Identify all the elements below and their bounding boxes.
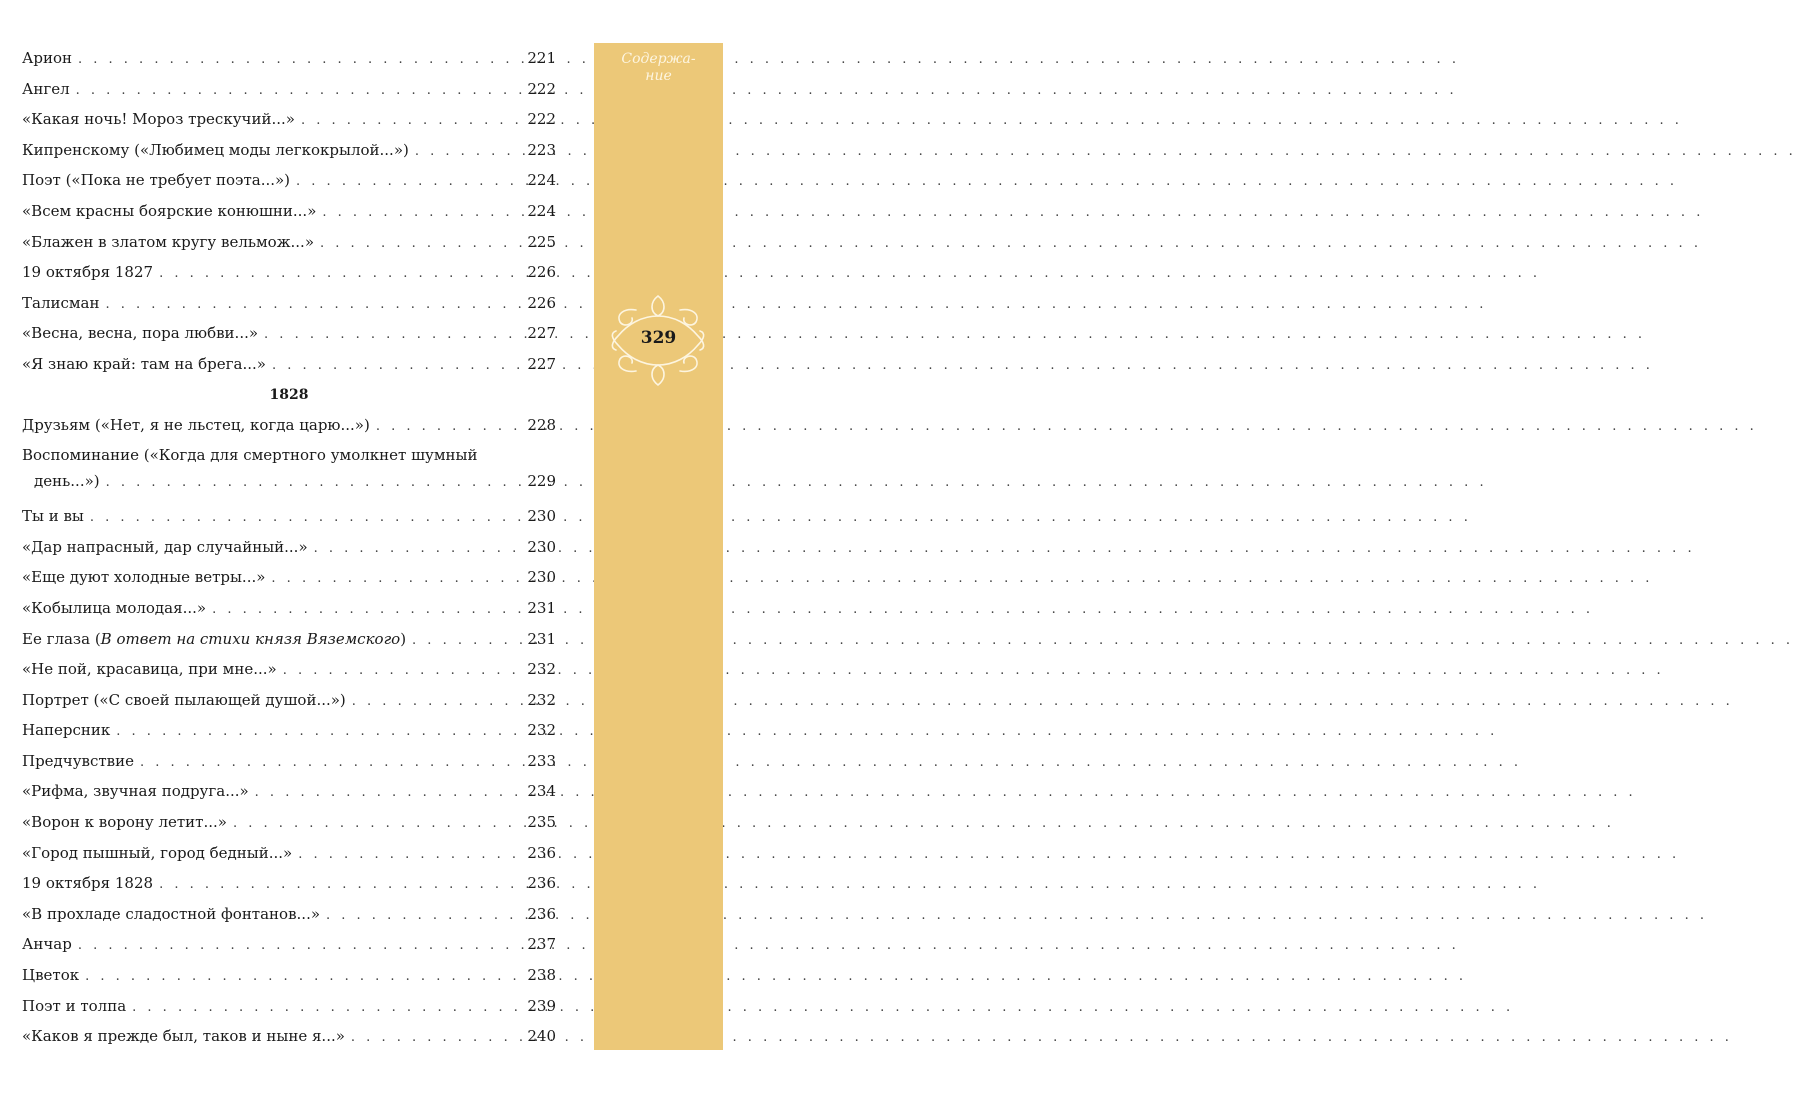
dot-leader (264, 320, 521, 351)
toc-entry-title: Друзьям («Нет, я не льстец, когда царю...») (22, 415, 370, 434)
toc-entry-continuation (22, 470, 556, 492)
toc-entry-title-continued: день...») (34, 472, 100, 491)
section-label (594, 51, 723, 85)
toc-entry-page: 222 (527, 110, 556, 129)
toc-entry-page: 236 (527, 904, 556, 923)
toc-entry[interactable] (22, 104, 556, 135)
dot-leader (296, 167, 521, 198)
toc-entry-page: 221 (527, 49, 556, 67)
toc-entry-title: «В прохладе сладостной фонтанов...» (22, 904, 321, 923)
year-heading: 1828 (269, 386, 309, 403)
dot-leader (85, 962, 521, 993)
dot-leader (233, 809, 521, 840)
dot-leader (105, 290, 521, 321)
toc-entry-page: 225 (527, 232, 556, 251)
page-number: 329 (640, 328, 677, 348)
toc-entry-title: «Я знаю край: там на брега...» (22, 354, 266, 373)
toc-entry-page: 226 (527, 293, 556, 312)
toc-entry[interactable] (22, 349, 556, 380)
toc-entry[interactable] (22, 440, 556, 501)
dot-leader (314, 534, 522, 565)
toc-entry-title: Поэт («Пока не требует поэта...») (22, 171, 291, 190)
toc-entry-page: 223 (527, 140, 556, 159)
toc-entry-title: Талисман (22, 293, 100, 312)
toc-entry[interactable] (22, 562, 556, 593)
toc-entry-title: Воспоминание («Когда для смертного умолкнет шумный (22, 446, 478, 465)
toc-entry-page: 230 (527, 568, 556, 587)
toc-entry[interactable] (22, 685, 556, 716)
dot-leader (78, 45, 521, 76)
toc-entry[interactable] (22, 135, 556, 166)
dot-leader (412, 626, 521, 657)
toc-entry[interactable] (22, 899, 556, 930)
toc-entry-page: 231 (527, 629, 556, 648)
toc-entry-title: 19 октября 1828 (22, 874, 154, 893)
toc-entry[interactable] (22, 991, 556, 1022)
dot-leader (132, 993, 521, 1024)
toc-entry-title: «Дар напрасный, дар случайный...» (22, 537, 308, 556)
toc-section-1828-b (22, 654, 556, 1052)
section-label-line1: Содержа- (621, 51, 696, 67)
toc-entry[interactable] (22, 43, 556, 74)
toc-entry[interactable] (22, 165, 556, 196)
toc-entry[interactable] (22, 929, 556, 960)
dot-leader (301, 106, 521, 137)
toc-entry-page: 240 (527, 1027, 556, 1046)
dot-leader (159, 259, 521, 290)
toc-entry[interactable] (22, 227, 556, 258)
dot-leader (326, 901, 521, 932)
toc-entry-page: 228 (527, 415, 556, 434)
toc-entry-page: 230 (527, 537, 556, 556)
toc-entry-title: «Кобылица молодая...» (22, 598, 207, 617)
toc-entry[interactable] (22, 807, 556, 838)
dot-leader (298, 840, 521, 871)
toc-entry-page: 239 (527, 996, 556, 1015)
section-label-line2: ние (645, 68, 672, 84)
toc-entry-page: 236 (527, 843, 556, 862)
toc-entry-page: 231 (527, 598, 556, 617)
toc-entry-page: 222 (527, 79, 556, 98)
toc-entry-title (22, 624, 412, 655)
dot-leader (106, 472, 522, 494)
toc-section-1827 (22, 43, 556, 380)
toc-entry[interactable] (22, 288, 556, 319)
toc-entry-title: «Ворон к ворону летит...» (22, 813, 227, 832)
toc-entry[interactable] (22, 776, 556, 807)
toc-entry-title: Портрет («С своей пылающей душой...») (22, 690, 346, 709)
toc-entry[interactable] (22, 74, 556, 105)
toc-entry-page: 234 (527, 782, 556, 801)
toc-entry-title: «Блажен в златом кругу вельмож...» (22, 232, 314, 251)
toc-entry[interactable] (22, 654, 556, 685)
toc-entry[interactable] (22, 715, 556, 746)
toc-entry-title: Цветок (22, 966, 80, 985)
toc-entry[interactable] (22, 960, 556, 991)
toc-entry-title: «Не пой, красавица, при мне...» (22, 660, 277, 679)
dot-leader (76, 76, 522, 107)
toc-entry-title: 19 октября 1827 (22, 263, 154, 282)
toc-entry[interactable] (22, 410, 556, 441)
toc-entry[interactable] (22, 838, 556, 869)
toc-entry[interactable] (22, 196, 556, 227)
toc-entry-page: 230 (527, 507, 556, 526)
toc-entry-page: 238 (527, 966, 556, 985)
toc-entry-title: Кипренскому («Любимец моды легкокрылой...») (22, 140, 409, 159)
toc-entry-title: Анчар (22, 935, 72, 954)
toc-entry[interactable] (22, 1021, 556, 1052)
dot-leader (322, 198, 521, 229)
toc-entry-title-close: ) (400, 629, 407, 648)
toc-entry-page: 232 (527, 660, 556, 679)
toc-entry-page: 232 (527, 690, 556, 709)
toc-entry-title: «Город пышный, город бедный...» (22, 843, 293, 862)
toc-entry[interactable] (22, 532, 556, 563)
toc-entry-page: 237 (527, 935, 556, 954)
toc-entry-title: «Каков я прежде был, таков и ныне я...» (22, 1027, 345, 1046)
dot-leader (212, 595, 521, 626)
toc-entry-title: «Какая ночь! Мороз трескучий...» (22, 110, 295, 129)
dot-leader (376, 412, 522, 443)
toc-entry-page: 227 (527, 324, 556, 343)
toc-entry-page: 224 (527, 201, 556, 220)
toc-entry-page: 236 (527, 874, 556, 893)
toc-entry[interactable] (22, 624, 556, 655)
dot-leader (415, 137, 522, 168)
dot-leader (352, 687, 522, 718)
toc-entry[interactable] (22, 746, 556, 777)
toc-entry-title-italic: В ответ на стихи князя Вяземского (100, 629, 401, 648)
dot-leader (116, 717, 521, 748)
toc-entry-title: Поэт и толпа (22, 996, 127, 1015)
toc-section-1828-a (22, 501, 556, 623)
toc-entry[interactable] (22, 318, 556, 349)
dot-leader (271, 564, 521, 595)
toc-entry-title: «Рифма, звучная подруга...» (22, 782, 249, 801)
toc-entry-page: 233 (527, 751, 556, 770)
toc-entry-title: «Еще дуют холодные ветры...» (22, 568, 266, 587)
toc-entry-title: Наперсник (22, 721, 111, 740)
toc-entry-title: Арион (22, 49, 72, 67)
dot-leader (272, 351, 521, 382)
dot-leader (320, 229, 521, 260)
toc-entry[interactable] (22, 501, 556, 532)
dot-leader (78, 931, 522, 962)
dot-leader (351, 1023, 521, 1054)
toc-entry-page: 224 (527, 171, 556, 190)
toc-entry-title: Предчувствие (22, 751, 135, 770)
dot-leader (90, 503, 521, 534)
table-of-contents (22, 43, 556, 1052)
toc-entry-page: 226 (527, 263, 556, 282)
toc-entry-page: 227 (527, 354, 556, 373)
dot-leader (159, 870, 521, 901)
toc-entry[interactable] (22, 868, 556, 899)
dot-leader (283, 656, 522, 687)
toc-entry-title: Ты и вы (22, 507, 84, 526)
section-sidebar (594, 43, 723, 1050)
dot-leader (140, 748, 521, 779)
toc-entry-page: 232 (527, 721, 556, 740)
toc-entry-title: «Всем красны боярские конюшни...» (22, 201, 317, 220)
toc-entry-page: 235 (527, 813, 556, 832)
dot-leader (255, 778, 522, 809)
toc-entry-title-plain: Ее глаза ( (22, 629, 101, 648)
toc-entry-title: Ангел (22, 79, 70, 98)
toc-entry-page: 229 (527, 472, 556, 491)
toc-entry-title: «Весна, весна, пора любви...» (22, 324, 259, 343)
toc-entry[interactable] (22, 257, 556, 288)
toc-entry[interactable] (22, 593, 556, 624)
